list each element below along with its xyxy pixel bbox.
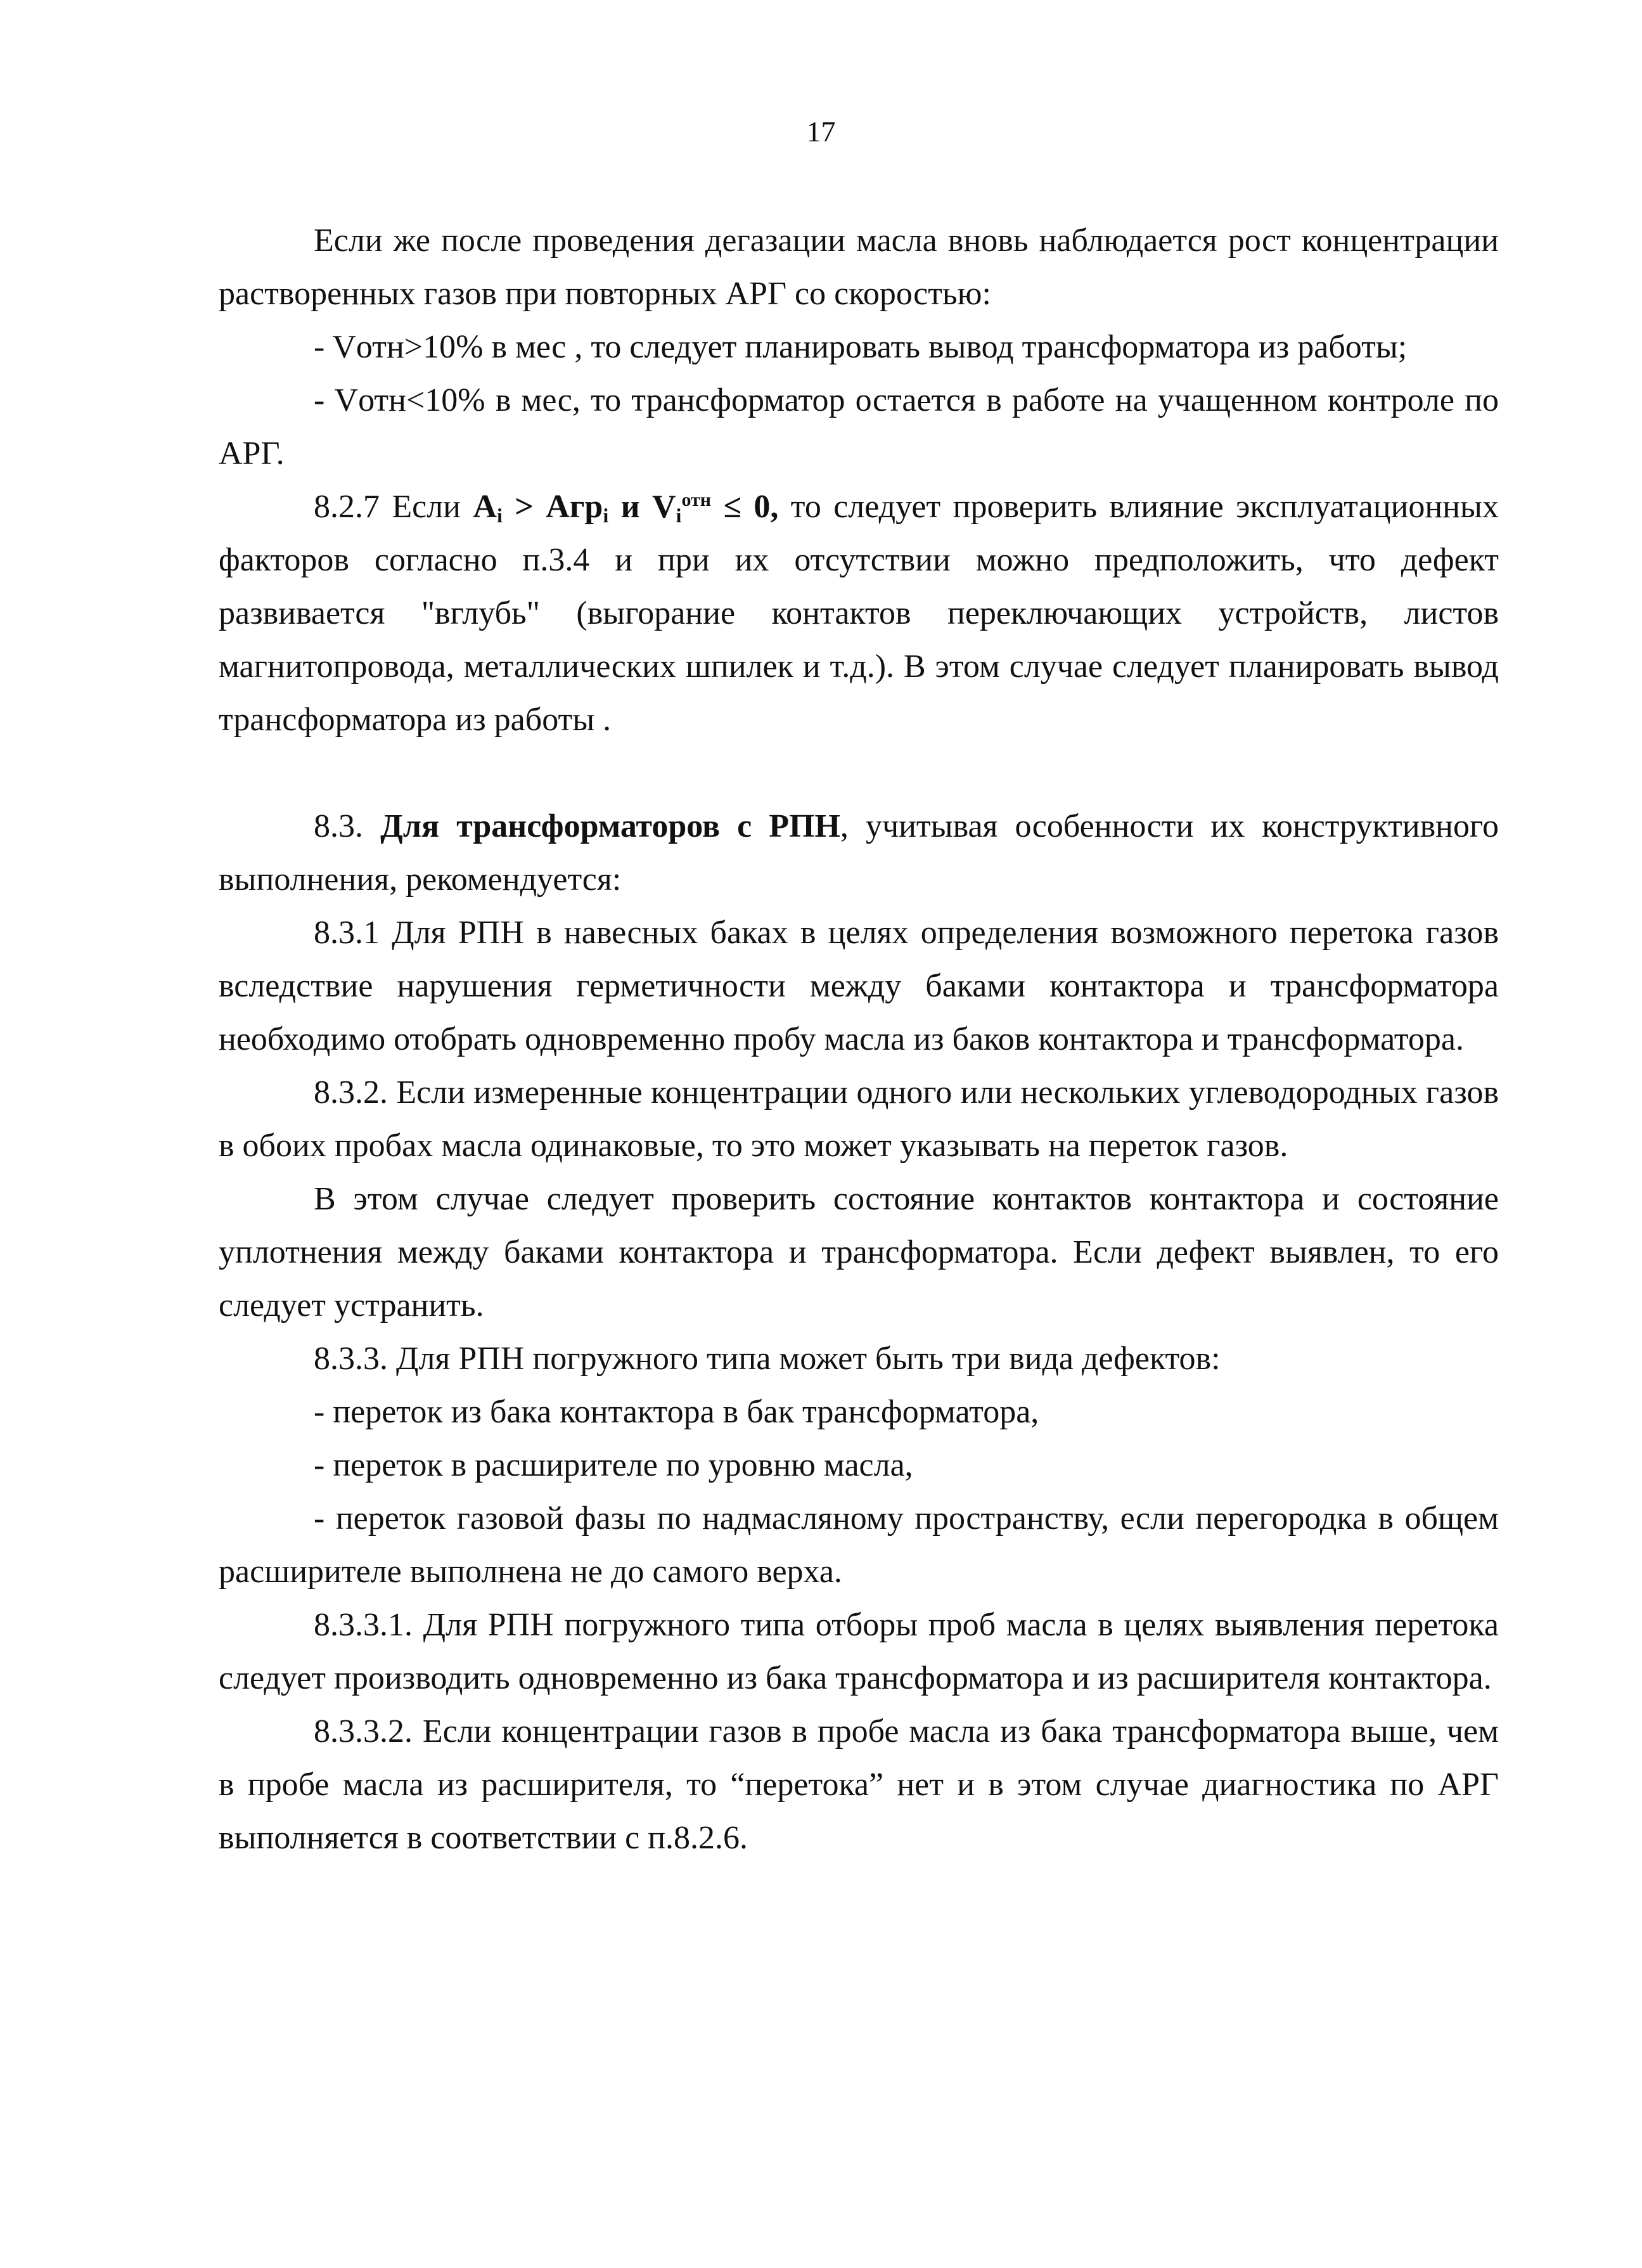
list-item-defect-1: - переток из бака контактора в бак трансформатора, <box>314 1394 1039 1430</box>
clause-text: , учитывая особенности их конструктивного выполнения, рекомендуется: <box>219 808 1499 898</box>
paragraph-rate-above: - Vотн>10% в мес , то следует планировать вывод трансформатора из работы; <box>314 329 1408 365</box>
clause-text: то следует проверить влияние эксплуатационных факторов согласно п.3.4 и при их отсутствии можно предположить, что дефект развивается "вглубь" (выгорание контактов переключающих устройств, листов магнитопровода, металлических шпилек и т.д.). В этом случае следует планировать вывод трансформатора из работы . <box>219 489 1499 738</box>
formula-a: $A_i > Агр_i$ и $V_i^{отн} \le 0$, <box>473 489 779 527</box>
clause-number: 8.3. <box>314 808 381 844</box>
paragraph-8-3-3-1: 8.3.3.1. Для РПН погружного типа отборы проб масла в целях выявления перетока следует производить одновременно из бака трансформатора и из расширителя контактора. <box>219 1607 1499 1696</box>
clause-number: 8.2.7 Если <box>314 489 473 525</box>
list-item-defect-2: - переток в расширителе по уровню масла, <box>314 1447 913 1483</box>
paragraph-8-3-1: 8.3.1 Для РПН в навесных баках в целях определения возможного перетока газов вследствие нарушения герметичности между баками контактора и трансформатора необходимо отобрать одновременно пробу масла из баков контактора и трансформатора. <box>219 915 1499 1057</box>
document-body <box>219 214 1499 1865</box>
paragraph-8-2-7 <box>219 480 1499 747</box>
paragraph-8-3-3-2: 8.3.3.2. Если концентрации газов в пробе масла из бака трансформатора выше, чем в пробе масла из расширителя, то “перетока” нет и в этом случае диагностика по АРГ выполняется в соответствии с п.8.2.6. <box>219 1713 1499 1856</box>
list-item-defect-3: - переток газовой фазы по надмасляному пространству, если перегородка в общем расширителе выполнена не до самого верха. <box>219 1500 1499 1590</box>
paragraph-check-contacts: В этом случае следует проверить состояние контактов контактора и состояние уплотнения между баками контактора и трансформатора. Если дефект выявлен, то его следует устранить. <box>219 1181 1499 1324</box>
paragraph-rate-below: - Vотн<10% в мес, то трансформатор остается в работе на учащенном контроле по АРГ. <box>219 382 1499 472</box>
page-number: 17 <box>806 115 836 148</box>
clause-heading: Для трансформаторов с РПН <box>380 808 840 844</box>
paragraph-8-3-3: 8.3.3. Для РПН погружного типа может быть три вида дефектов: <box>314 1341 1221 1377</box>
paragraph-8-3 <box>219 800 1499 906</box>
paragraph-8-3-2: 8.3.2. Если измеренные концентрации одного или нескольких углеводородных газов в обоих пробах масла одинаковые, то это может указывать на переток газов. <box>219 1074 1499 1164</box>
paragraph-degassing: Если же после проведения дегазации масла вновь наблюдается рост концентрации растворенных газов при повторных АРГ со скоростью: <box>219 222 1499 312</box>
